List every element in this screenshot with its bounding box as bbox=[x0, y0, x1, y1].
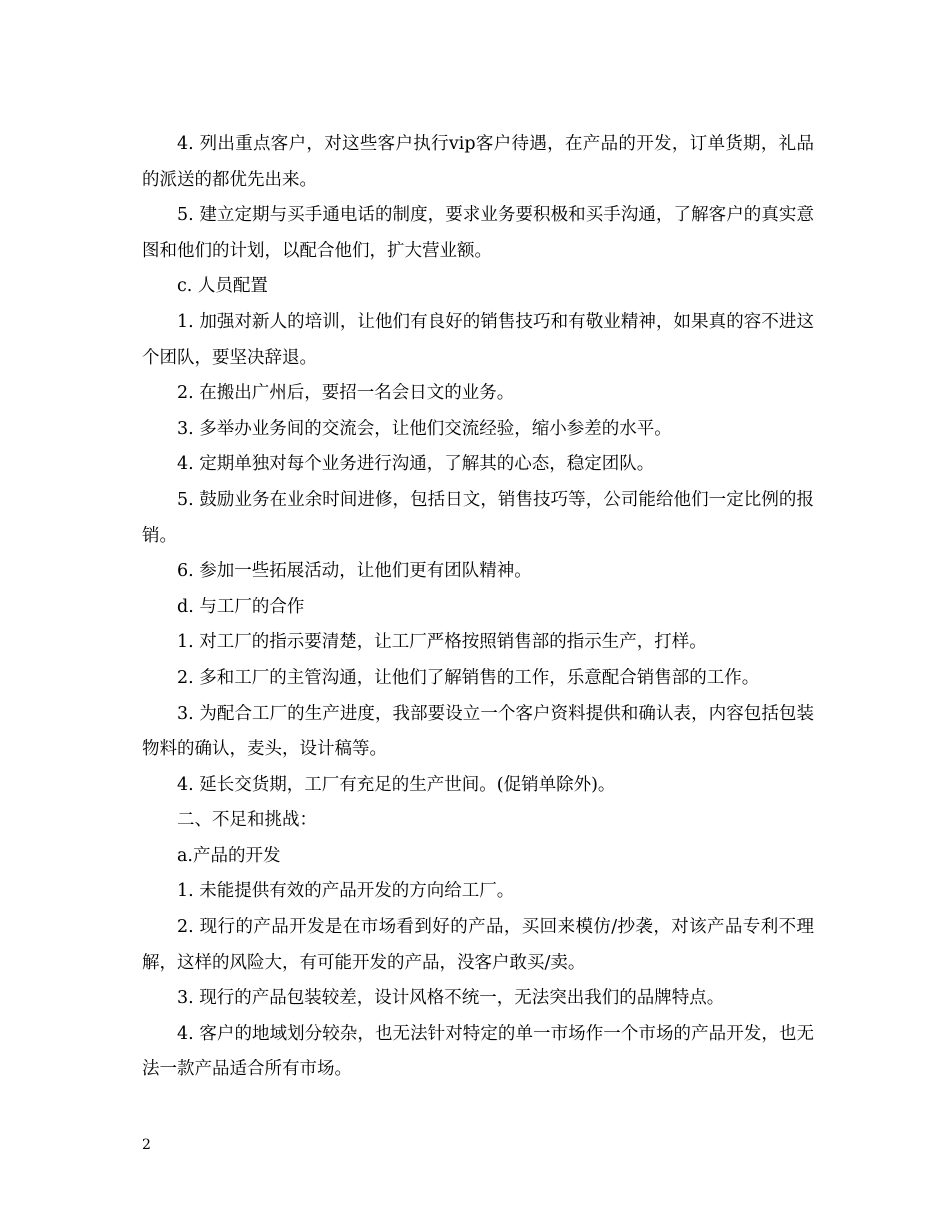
paragraph: 4. 定期单独对每个业务进行沟通，了解其的心态，稳定团队。 bbox=[177, 454, 655, 475]
paragraph: 1. 加强对新人的培训，让他们有良好的销售技巧和有敬业精神，如果真的容不进这个团队，要坚决辞退。 bbox=[142, 311, 814, 368]
paragraph: 2. 在搬出广州后，要招一名会日文的业务。 bbox=[177, 383, 515, 404]
paragraph: 1. 未能提供有效的产品开发的方向给工厂。 bbox=[177, 881, 515, 902]
paragraph: 3. 为配合工厂的生产进度，我部要设立一个客户资料提供和确认表，内容包括包装物料的确认，麦头，设计稿等。 bbox=[142, 703, 814, 760]
paragraph: 6. 参加一些拓展活动，让他们更有团队精神。 bbox=[177, 561, 532, 582]
section-heading: a.产品的开发 bbox=[177, 845, 281, 866]
paragraph: 4. 客户的地域划分较杂，也无法针对特定的单一市场作一个市场的产品开发，也无法一款产品适合所有市场。 bbox=[142, 1023, 814, 1080]
paragraph: 1. 对工厂的指示要清楚，让工厂严格按照销售部的指示生产，打样。 bbox=[177, 632, 707, 653]
paragraph: 4. 列出重点客户，对这些客户执行vip客户待遇，在产品的开发，订单货期，礼品的派送的都优先出来。 bbox=[142, 134, 814, 190]
paragraph: 3. 多举办业务间的交流会，让他们交流经验，缩小参差的水平。 bbox=[177, 418, 672, 439]
chapter-heading: 二、不足和挑战： bbox=[177, 810, 317, 831]
paragraph: 2. 现行的产品开发是在市场看到好的产品，买回来模仿/抄袭，对该产品专利不理解，这样的风险大，有可能开发的产品，没客户敢买/卖。 bbox=[142, 917, 814, 973]
paragraph: 5. 建立定期与买手通电话的制度，要求业务要积极和买手沟通，了解客户的真实意图和他们的计划，以配合他们，扩大营业额。 bbox=[142, 205, 814, 261]
paragraph: 2. 多和工厂的主管沟通，让他们了解销售的工作，乐意配合销售部的工作。 bbox=[177, 667, 760, 688]
paragraph: 3. 现行的产品包装较差，设计风格不统一，无法突出我们的品牌特点。 bbox=[177, 988, 725, 1009]
document-body bbox=[142, 127, 814, 1088]
section-heading: c. 人员配置 bbox=[177, 276, 268, 297]
page-number: 2 bbox=[142, 1137, 151, 1153]
paragraph: 4. 延长交货期，工厂有充足的生产世间。(促销单除外)。 bbox=[177, 774, 616, 795]
paragraph: 5. 鼓励业务在业余时间进修，包括日文，销售技巧等，公司能给他们一定比例的报销。 bbox=[142, 489, 814, 546]
section-heading: d. 与工厂的合作 bbox=[177, 596, 305, 617]
